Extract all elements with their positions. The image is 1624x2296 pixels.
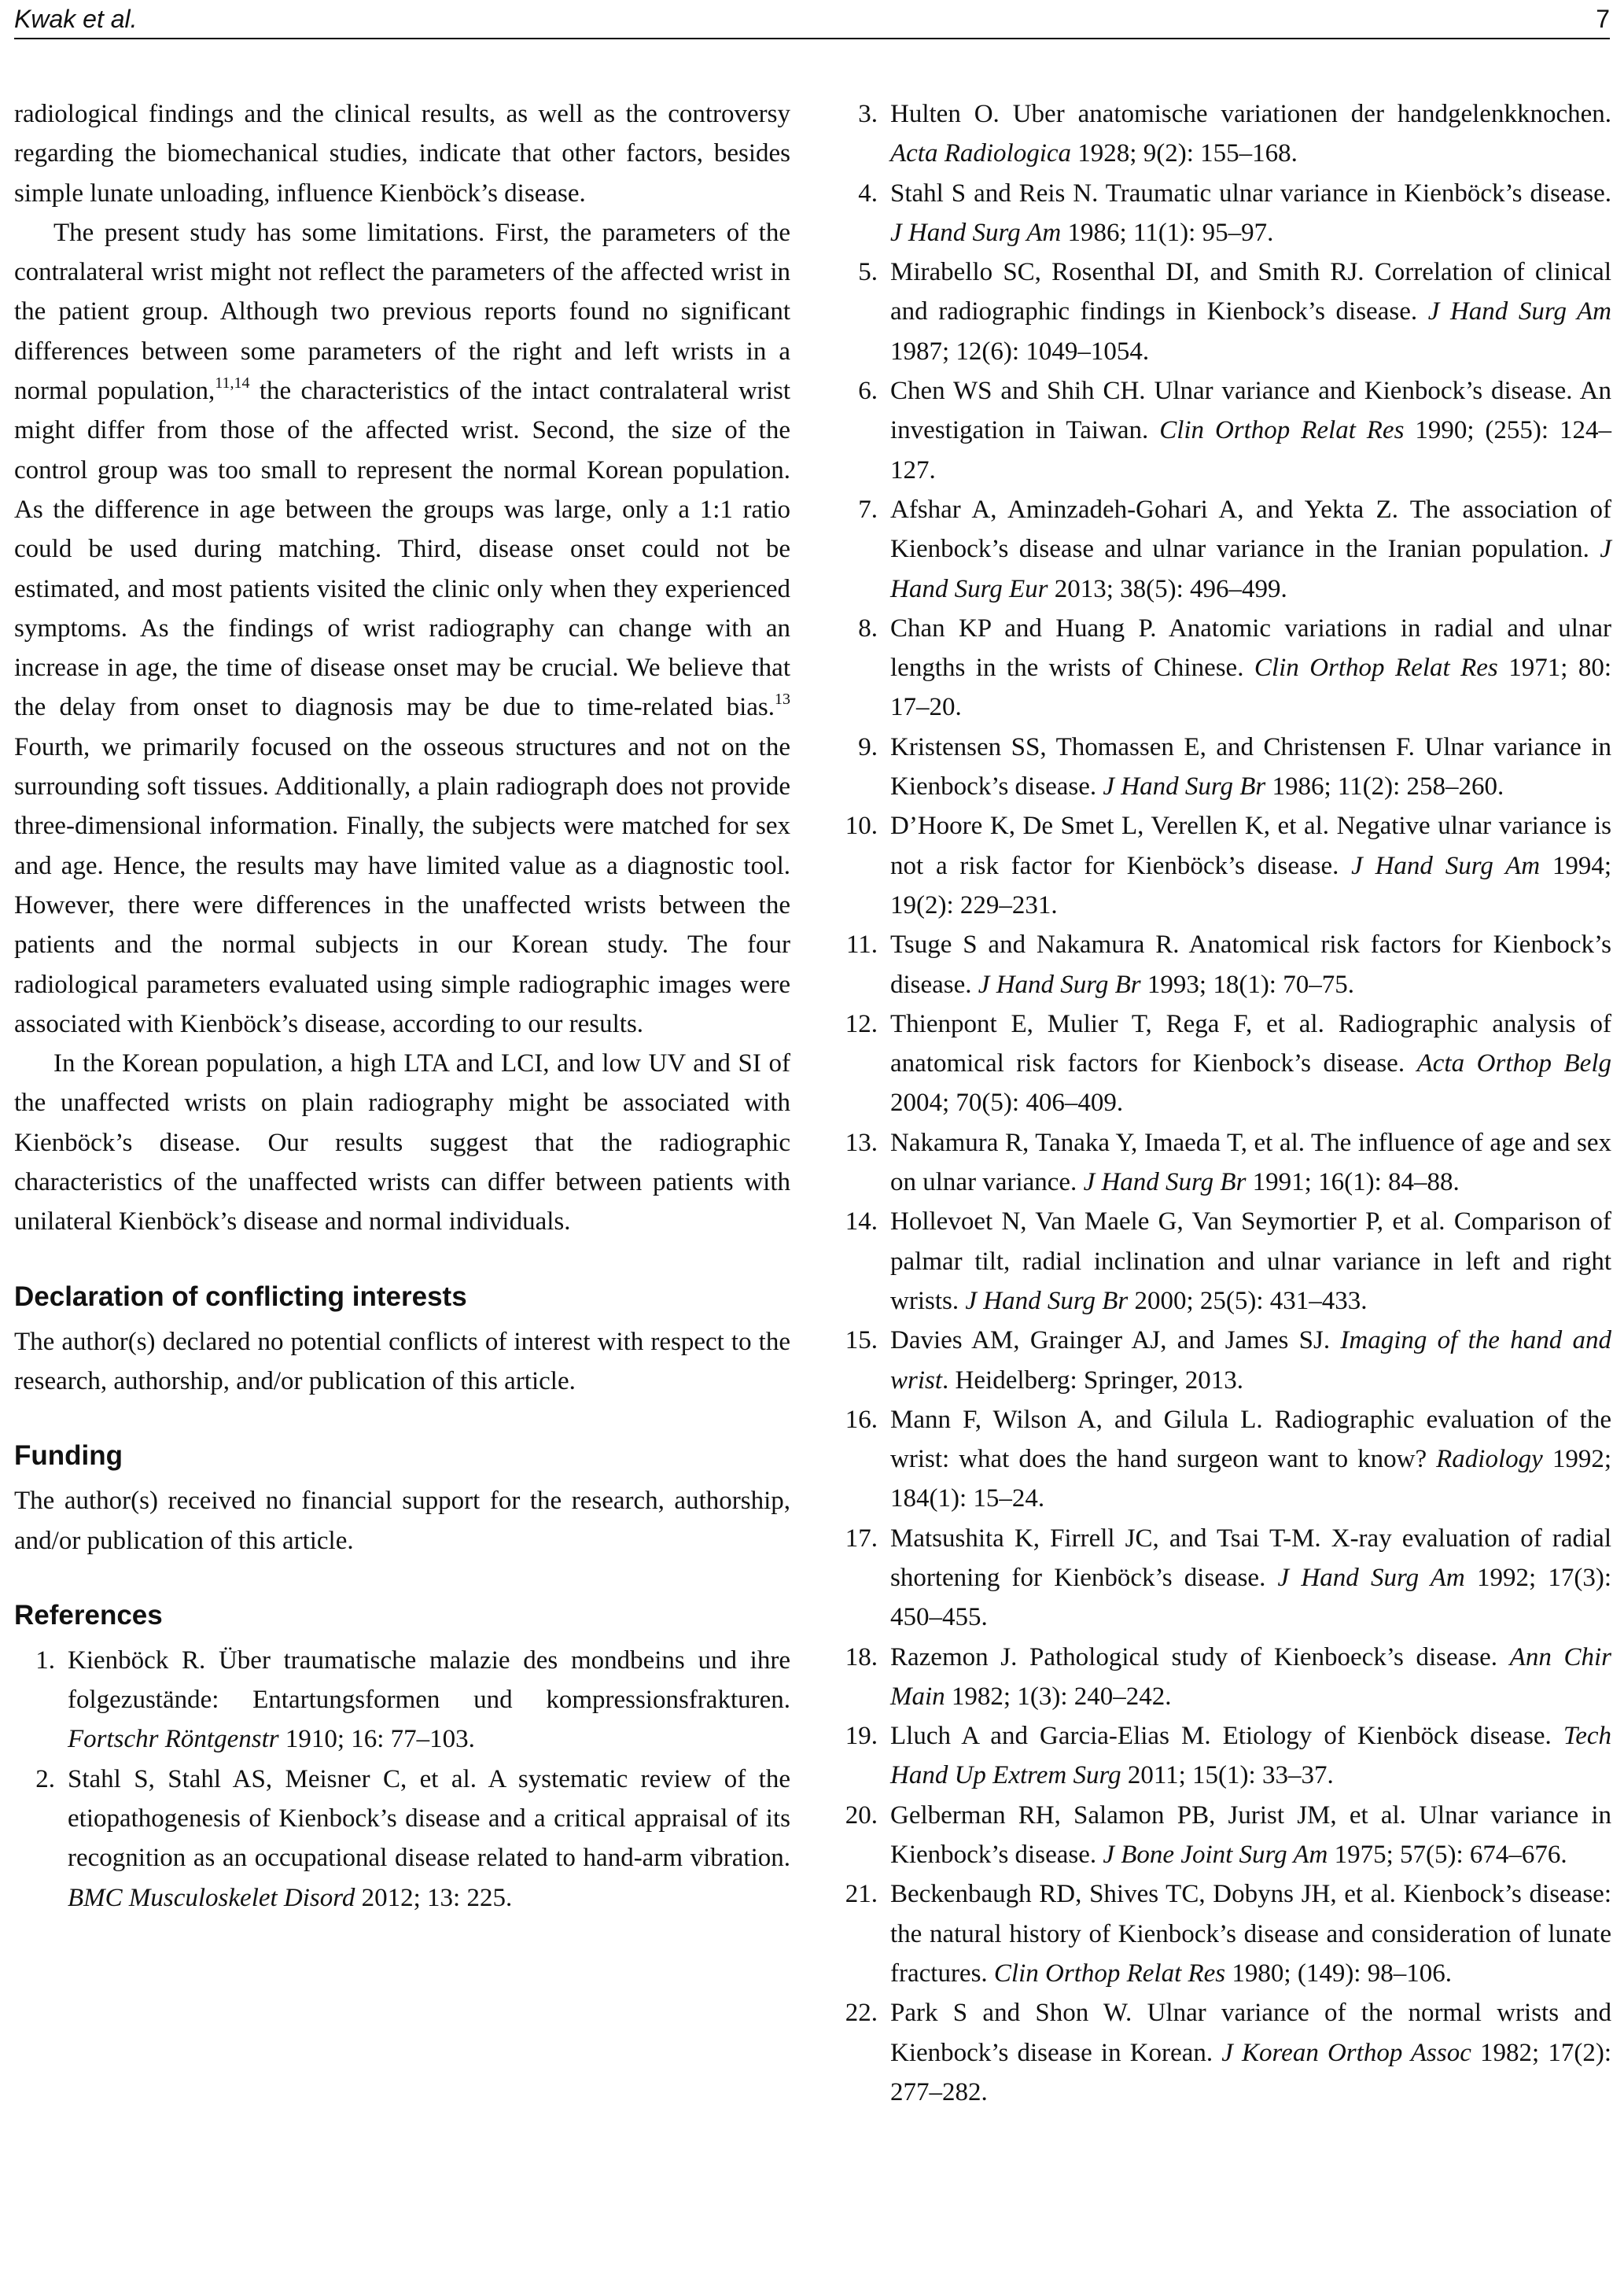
paragraph-conclusion: In the Korean population, a high LTA and LCI, and low UV and SI of the unaffected wrists on plain radiography might be associated with Kienböck’s disease. Our results suggest that the radiographic characteristics of the unaffected wrists can differ between patients with unilateral Kienböck’s disease and normal individuals. xyxy=(14,1049,790,1236)
reference-authors-title: Kristensen SS, Thomassen E, and Christensen F. Ulnar variance in Kienbock’s disease. xyxy=(890,732,1611,802)
reference-details: 1994; 19(2): 229–231. xyxy=(890,851,1611,920)
reference-journal: J Hand Surg Br xyxy=(978,970,1141,999)
reference-authors-title: Tsuge S and Nakamura R. Anatomical risk factors for Kienbock’s disease. xyxy=(890,931,1611,999)
reference-journal: J Hand Surg Br xyxy=(1103,772,1266,802)
reference-item xyxy=(837,1004,1611,1123)
reference-number: 12. xyxy=(845,1009,878,1038)
citation-superscript: 13 xyxy=(775,691,790,709)
reference-item xyxy=(837,925,1611,1004)
reference-journal: Clin Orthop Relat Res xyxy=(993,1959,1226,1988)
reference-authors-title: Davies AM, Grainger AJ, and James SJ. xyxy=(890,1326,1341,1355)
reference-authors-title: Mirabello SC, Rosenthal DI, and Smith RJ. Correlation of clinical and radiographic findings in Kienbock’s disease. xyxy=(890,258,1611,326)
left-column xyxy=(14,94,790,1918)
heading-references: References xyxy=(14,1599,163,1631)
reference-journal: J Korean Orthop Assoc xyxy=(1221,2038,1471,2067)
reference-number: 6. xyxy=(858,377,878,406)
discussion-body xyxy=(14,94,790,1242)
reference-details: 1971; 80: 17–20. xyxy=(890,654,1612,722)
reference-details: 1980; (149): 98–106. xyxy=(1225,1959,1452,1988)
reference-authors-title: Lluch A and Garcia-Elias M. Etiology of Kienböck disease. xyxy=(890,1722,1563,1751)
reference-details: 2000; 25(5): 431–433. xyxy=(1128,1286,1368,1315)
reference-authors-title: Hulten O. Uber anatomische variationen der handgelenkknochen. xyxy=(890,100,1611,128)
reference-journal: Acta Radiologica xyxy=(890,139,1072,168)
reference-details: 1910; 16: 77–103. xyxy=(278,1725,475,1754)
paragraph-limitations-part-1: The present study has some limitations. First, the parameters of the contralateral wrist might not reflect the parameters of the affected wrist in the patient group. Although two previous reports found no significant differences between some parameters of the right and left wrists in a normal population, xyxy=(14,218,790,406)
reference-journal: Clin Orthop Relat Res xyxy=(1254,654,1498,683)
reference-authors-title: Thienpont E, Mulier T, Rega F, et al. Radiographic analysis of anatomical risk factors for Kienbock’s disease. xyxy=(890,1009,1611,1078)
reference-item xyxy=(837,1716,1611,1796)
reference-number: 14. xyxy=(845,1207,878,1236)
reference-details: 1991; 16(1): 84–88. xyxy=(1246,1168,1460,1197)
reference-journal: Imaging of the hand and wrist xyxy=(890,1326,1611,1395)
reference-details: 1928; 9(2): 155–168. xyxy=(1071,139,1298,168)
paragraph-limitations xyxy=(14,213,790,1044)
reference-item xyxy=(837,252,1611,371)
running-head xyxy=(14,5,1610,39)
reference-number: 1. xyxy=(35,1646,55,1675)
reference-authors-title: Stahl S and Reis N. Traumatic ulnar variance in Kienböck’s disease. xyxy=(890,179,1611,208)
reference-item xyxy=(837,490,1611,609)
reference-item xyxy=(837,1874,1611,1993)
reference-number: 15. xyxy=(845,1326,878,1355)
reference-item xyxy=(14,1641,790,1760)
reference-details: 1986; 11(1): 95–97. xyxy=(1061,218,1274,247)
paragraph-limitations-part-3: Fourth, we primarily focused on the osseous structures and not on the surrounding soft tissues. Additionally, a plain radiograph does not provide three-dimensional information. Finally, the subjects were matched for sex and age. Hence, the results may have limited value as a diagnostic tool. However, there were differences in the unaffected wrists between the patients and the normal subjects in our Korean study. The four radiological parameters evaluated using simple radiographic images were associated with Kienböck’s disease, according to our results. xyxy=(14,732,790,1038)
reference-journal: Fortschr Röntgenstr xyxy=(68,1725,279,1754)
reference-details: 2011; 15(1): 33–37. xyxy=(1121,1761,1334,1790)
reference-number: 17. xyxy=(845,1524,878,1553)
reference-item xyxy=(837,94,1611,174)
reference-details: 2012; 13: 225. xyxy=(355,1883,513,1912)
reference-item xyxy=(837,1638,1611,1717)
reference-journal: J Hand Surg Am xyxy=(1277,1563,1465,1592)
reference-item xyxy=(837,1519,1611,1638)
reference-authors-title: Stahl S, Stahl AS, Meisner C, et al. A systematic review of the etiopathogenesis of Kienbock’s disease and a critical appraisal of its recognition as an occupational disease related to hand-arm vibration. xyxy=(68,1764,790,1873)
citation-superscript: 11,14 xyxy=(215,374,250,392)
reference-authors-title: D’Hoore K, De Smet L, Verellen K, et al. Negative ulnar variance is not a risk factor for Kienböck’s disease. xyxy=(890,812,1611,880)
reference-journal: J Hand Surg Am xyxy=(890,218,1062,247)
reference-authors-title: Mann F, Wilson A, and Gilula L. Radiographic evaluation of the wrist: what does the hand surgeon want to know? xyxy=(890,1405,1611,1474)
reference-authors-title: Park S and Shon W. Ulnar variance of the normal wrists and Kienbock’s disease in Korean. xyxy=(890,1999,1611,2067)
reference-item xyxy=(837,1400,1611,1519)
reference-journal: Acta Orthop Belg xyxy=(1416,1049,1611,1078)
reference-journal: J Hand Surg Br xyxy=(965,1286,1129,1315)
reference-number: 16. xyxy=(845,1405,878,1434)
reference-details: . Heidelberg: Springer, 2013. xyxy=(942,1365,1244,1395)
reference-details: 1987; 12(6): 1049–1054. xyxy=(890,337,1150,366)
reference-details: 1990; (255): 124–127. xyxy=(890,416,1611,485)
reference-authors-title: Razemon J. Pathological study of Kienboeck’s disease. xyxy=(890,1642,1510,1671)
reference-item xyxy=(837,1202,1611,1321)
reference-item xyxy=(837,1796,1611,1875)
reference-details: 1992; 17(3): 450–455. xyxy=(890,1563,1611,1632)
reference-number: 20. xyxy=(845,1800,878,1830)
paragraph-continued: radiological findings and the clinical results, as well as the controversy regarding the biomechanical studies, indicate that other factors, besides simple lunate unloading, influence Kienböck’s disease. xyxy=(14,100,790,208)
right-column xyxy=(837,94,1611,2112)
reference-journal: Radiology xyxy=(1436,1445,1543,1474)
reference-item xyxy=(837,371,1611,490)
reference-journal: BMC Musculoskelet Disord xyxy=(68,1883,355,1912)
reference-item xyxy=(837,806,1611,925)
reference-item xyxy=(837,174,1611,253)
reference-number: 11. xyxy=(845,931,878,960)
reference-authors-title: Chan KP and Huang P. Anatomic variations in radial and ulnar lengths in the wrists of Chinese. xyxy=(890,614,1611,683)
reference-number: 7. xyxy=(858,495,878,524)
reference-journal: J Hand Surg Am xyxy=(1351,851,1541,880)
reference-number: 3. xyxy=(858,100,878,128)
reference-details: 1993; 18(1): 70–75. xyxy=(1140,970,1354,999)
reference-authors-title: Beckenbaugh RD, Shives TC, Dobyns JH, et al. Kienbock’s disease: the natural history of Kienbock’s disease and consideration of lunate fractures. xyxy=(890,1880,1611,1988)
running-head-author: Kwak et al. xyxy=(14,5,138,33)
reference-number: 2. xyxy=(35,1764,55,1793)
paragraph-limitations-part-2: the characteristics of the intact contralateral wrist might differ from those of the affected wrist. Second, the size of the control group was too small to represent the normal Korean population. As the difference in age between the groups was large, only a 1:1 ratio could be used during matching. Third, disease onset could not be estimated, and most patients visited the clinic only when they experienced symptoms. As the findings of wrist radiography can change with an increase in age, the time of disease onset may be crucial. We believe that the delay from onset to diagnosis may be due to time-related bias. xyxy=(14,377,790,722)
funding-text: The author(s) received no financial support for the research, authorship, and/or publication of this article. xyxy=(14,1487,790,1555)
reference-details: 2013; 38(5): 496–499. xyxy=(1048,574,1287,603)
reference-number: 22. xyxy=(845,1999,878,2028)
reference-journal: J Hand Surg Am xyxy=(1427,297,1611,326)
reference-authors-title: Hollevoet N, Van Maele G, Van Seymortier P, et al. Comparison of palmar tilt, radial inclination and ulnar variance in left and right wrists. xyxy=(890,1207,1611,1315)
reference-number: 8. xyxy=(858,614,878,643)
reference-number: 13. xyxy=(845,1128,878,1157)
reference-journal: J Hand Surg Eur xyxy=(890,535,1611,603)
reference-item xyxy=(837,728,1611,807)
reference-authors-title: Kienböck R. Über traumatische malazie des mondbeins und ihre folgezustände: Entartungsformen und kompressionsfrakturen. xyxy=(68,1646,790,1715)
page-number: 7 xyxy=(1596,5,1610,33)
reference-number: 5. xyxy=(858,258,878,287)
reference-journal: Ann Chir Main xyxy=(890,1642,1611,1711)
reference-item xyxy=(837,609,1611,728)
reference-number: 18. xyxy=(845,1642,878,1671)
reference-authors-title: Chen WS and Shih CH. Ulnar variance and Kienbock’s disease. An investigation in Taiwan. xyxy=(890,377,1611,445)
reference-item xyxy=(837,1993,1611,2112)
reference-item xyxy=(837,1123,1611,1203)
reference-number: 4. xyxy=(858,179,878,208)
reference-journal: Tech Hand Up Extrem Surg xyxy=(890,1722,1611,1790)
reference-number: 19. xyxy=(845,1722,878,1751)
reference-list-left xyxy=(14,1641,790,1918)
reference-authors-title: Nakamura R, Tanaka Y, Imaeda T, et al. The influence of age and sex on ulnar variance. xyxy=(890,1128,1611,1197)
heading-funding: Funding xyxy=(14,1440,123,1472)
reference-details: 1982; 1(3): 240–242. xyxy=(945,1682,1172,1711)
reference-details: 1982; 17(2): 277–282. xyxy=(890,2038,1611,2106)
reference-details: 1992; 184(1): 15–24. xyxy=(890,1445,1611,1513)
reference-item xyxy=(837,1321,1611,1400)
reference-number: 10. xyxy=(845,812,878,841)
reference-number: 21. xyxy=(845,1880,878,1909)
heading-conflicts: Declaration of conflicting interests xyxy=(14,1281,467,1312)
reference-authors-title: Gelberman RH, Salamon PB, Jurist JM, et al. Ulnar variance in Kienbock’s disease. xyxy=(890,1800,1611,1870)
reference-authors-title: Matsushita K, Firrell JC, and Tsai T-M. X-ray evaluation of radial shortening for Kienböck’s disease. xyxy=(890,1524,1611,1592)
reference-authors-title: Afshar A, Aminzadeh-Gohari A, and Yekta Z. The association of Kienbock’s disease and ulnar variance in the Iranian population. xyxy=(890,495,1611,564)
reference-list-right xyxy=(837,94,1611,2112)
reference-item xyxy=(14,1760,790,1918)
reference-journal: J Bone Joint Surg Am xyxy=(1103,1841,1328,1870)
reference-details: 1986; 11(2): 258–260. xyxy=(1265,772,1504,802)
reference-details: 2004; 70(5): 406–409. xyxy=(890,1089,1124,1118)
reference-journal: Clin Orthop Relat Res xyxy=(1159,416,1405,445)
reference-journal: J Hand Surg Br xyxy=(1083,1168,1247,1197)
reference-number: 9. xyxy=(858,732,878,761)
reference-details: 1975; 57(5): 674–676. xyxy=(1328,1841,1567,1870)
conflicts-text: The author(s) declared no potential conflicts of interest with respect to the research, authorship, and/or publication of this article. xyxy=(14,1327,790,1395)
